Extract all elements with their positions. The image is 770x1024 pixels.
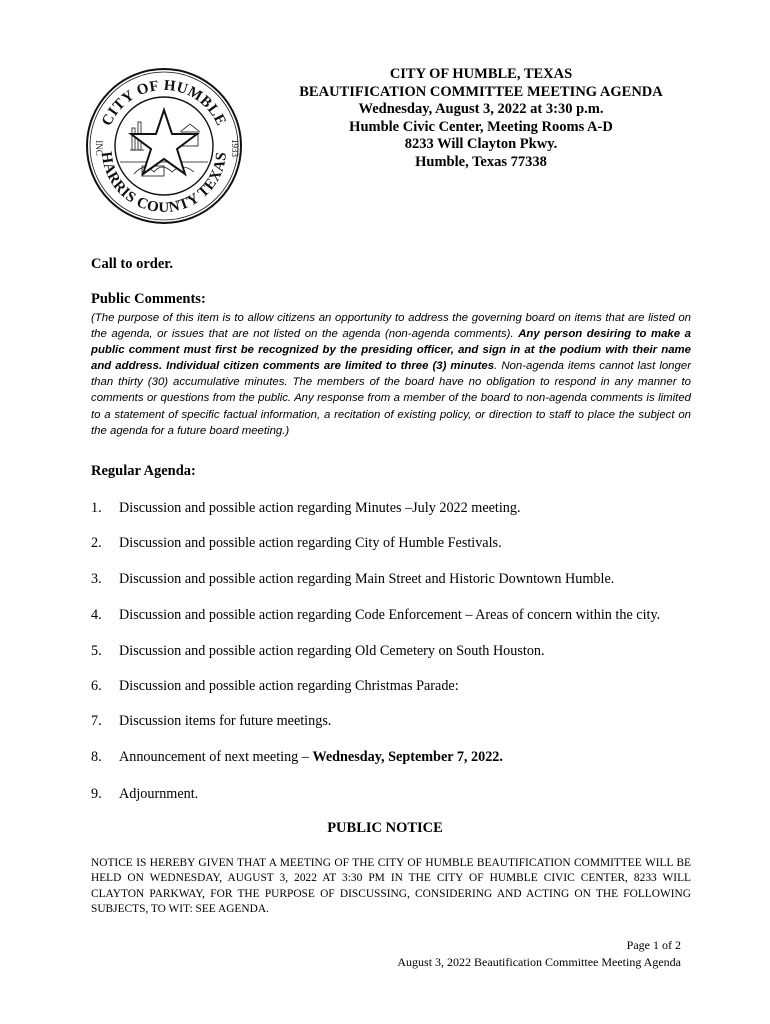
agenda-item-text: Discussion and possible action regarding Christmas Parade:	[119, 678, 459, 694]
agenda-item	[91, 535, 711, 552]
agenda-item-number: 6.	[91, 678, 102, 694]
agenda-item-number: 4.	[91, 607, 102, 623]
agenda-item-text: Discussion items for future meetings.	[119, 713, 332, 729]
seal-right-text: 1933	[230, 139, 240, 157]
seal-bottom-text: HARRIS COUNTY TEXAS	[97, 150, 231, 217]
agenda-item-text: Discussion and possible action regarding City of Humble Festivals.	[119, 535, 502, 551]
agenda-item-number: 5.	[91, 643, 102, 659]
agenda-item-number: 8.	[91, 749, 102, 765]
public-comments-text	[91, 310, 691, 439]
regular-agenda-title: Regular Agenda:	[91, 463, 196, 479]
agenda-item-text: Discussion and possible action regarding Old Cemetery on South Houston.	[119, 643, 545, 659]
public-comments-intro: (The purpose of this item is to allow citizens an opportunity to address the governing board on items that are listed on the agenda, or issues that are not listed on the agenda (non-agenda comments).	[91, 312, 691, 341]
agenda-item	[91, 713, 711, 730]
header-datetime: Wednesday, August 3, 2022 at 3:30 p.m.	[358, 101, 604, 117]
agenda-item-text: Discussion and possible action regarding Code Enforcement – Areas of concern within the city.	[119, 607, 661, 623]
agenda-item-text: Discussion and possible action regarding Minutes –July 2022 meeting.	[119, 500, 521, 516]
agenda-item-number: 7.	[91, 713, 102, 729]
seal-top-text: CITY OF HUMBLE	[99, 77, 229, 129]
public-notice-title: PUBLIC NOTICE	[327, 820, 443, 836]
agenda-item-number: 9.	[91, 786, 102, 802]
public-notice-text: NOTICE IS HEREBY GIVEN THAT A MEETING OF THE CITY OF HUMBLE BEAUTIFICATION COMMITTEE WILL BE HELD ON WEDNESDAY, AUGUST 3, 2022 AT 3:30 PM IN THE CITY OF HUMBLE CIVIC CENTER, 8233 WILL CLAYTON PARKWAY, FOR THE PURPOSE OF DISCUSSING, CONSIDERING AND ACTING ON THE FOLLOWING SUBJECTS, TO WIT: SEE AGENDA.	[91, 857, 691, 916]
agenda-item	[91, 571, 711, 588]
city-seal-logo	[84, 66, 244, 226]
agenda-item-text: Discussion and possible action regarding Main Street and Historic Downtown Humble.	[119, 571, 615, 587]
agenda-item-text: Announcement of next meeting –	[119, 749, 313, 765]
agenda-item	[91, 786, 711, 803]
header-city-zip: Humble, Texas 77338	[415, 153, 547, 170]
header-title: BEAUTIFICATION COMMITTEE MEETING AGENDA	[299, 83, 663, 100]
footer-document-title: August 3, 2022 Beautification Committee Meeting Agenda	[397, 955, 681, 969]
public-comments-title: Public Comments:	[91, 291, 206, 307]
agenda-item	[91, 678, 711, 695]
agenda-item-number: 2.	[91, 535, 102, 551]
seal-graphic	[84, 66, 244, 226]
agenda-item	[91, 643, 711, 660]
agenda-item	[91, 500, 711, 517]
agenda-header	[262, 66, 700, 171]
next-meeting-date: Wednesday, September 7, 2022.	[312, 749, 503, 765]
header-venue: Humble Civic Center, Meeting Rooms A-D	[349, 118, 613, 135]
header-street: 8233 Will Clayton Pkwy.	[404, 136, 558, 152]
agenda-item	[91, 749, 711, 766]
public-comments-rules: Any person desiring to make a public comment must first be recognized by the presiding officer, and sign in at the podium with their name and address. Individual citizen comments are limited to three (3) minutes	[91, 328, 692, 373]
seal-left-text: INC	[94, 140, 104, 156]
agenda-item-number: 3.	[91, 571, 102, 587]
header-city: CITY OF HUMBLE, TEXAS	[389, 66, 573, 82]
agenda-item-text: Adjournment.	[119, 786, 199, 802]
call-to-order: Call to order.	[91, 256, 174, 272]
page-number: Page 1 of 2	[626, 938, 681, 952]
agenda-item-number: 1.	[91, 500, 102, 516]
agenda-item	[91, 607, 711, 624]
public-comments-rest: . Non-agenda items cannot last longer than thirty (30) accumulative minutes. The members of the board have no obligation to respond in any manner to comments or questions from the public. Any response from a member of the board to non-agenda comments is limited to a statement of specific factual information, a recitation of existing policy, or direction to staff to place the subject on the agenda for a future board meeting.)	[91, 360, 691, 437]
